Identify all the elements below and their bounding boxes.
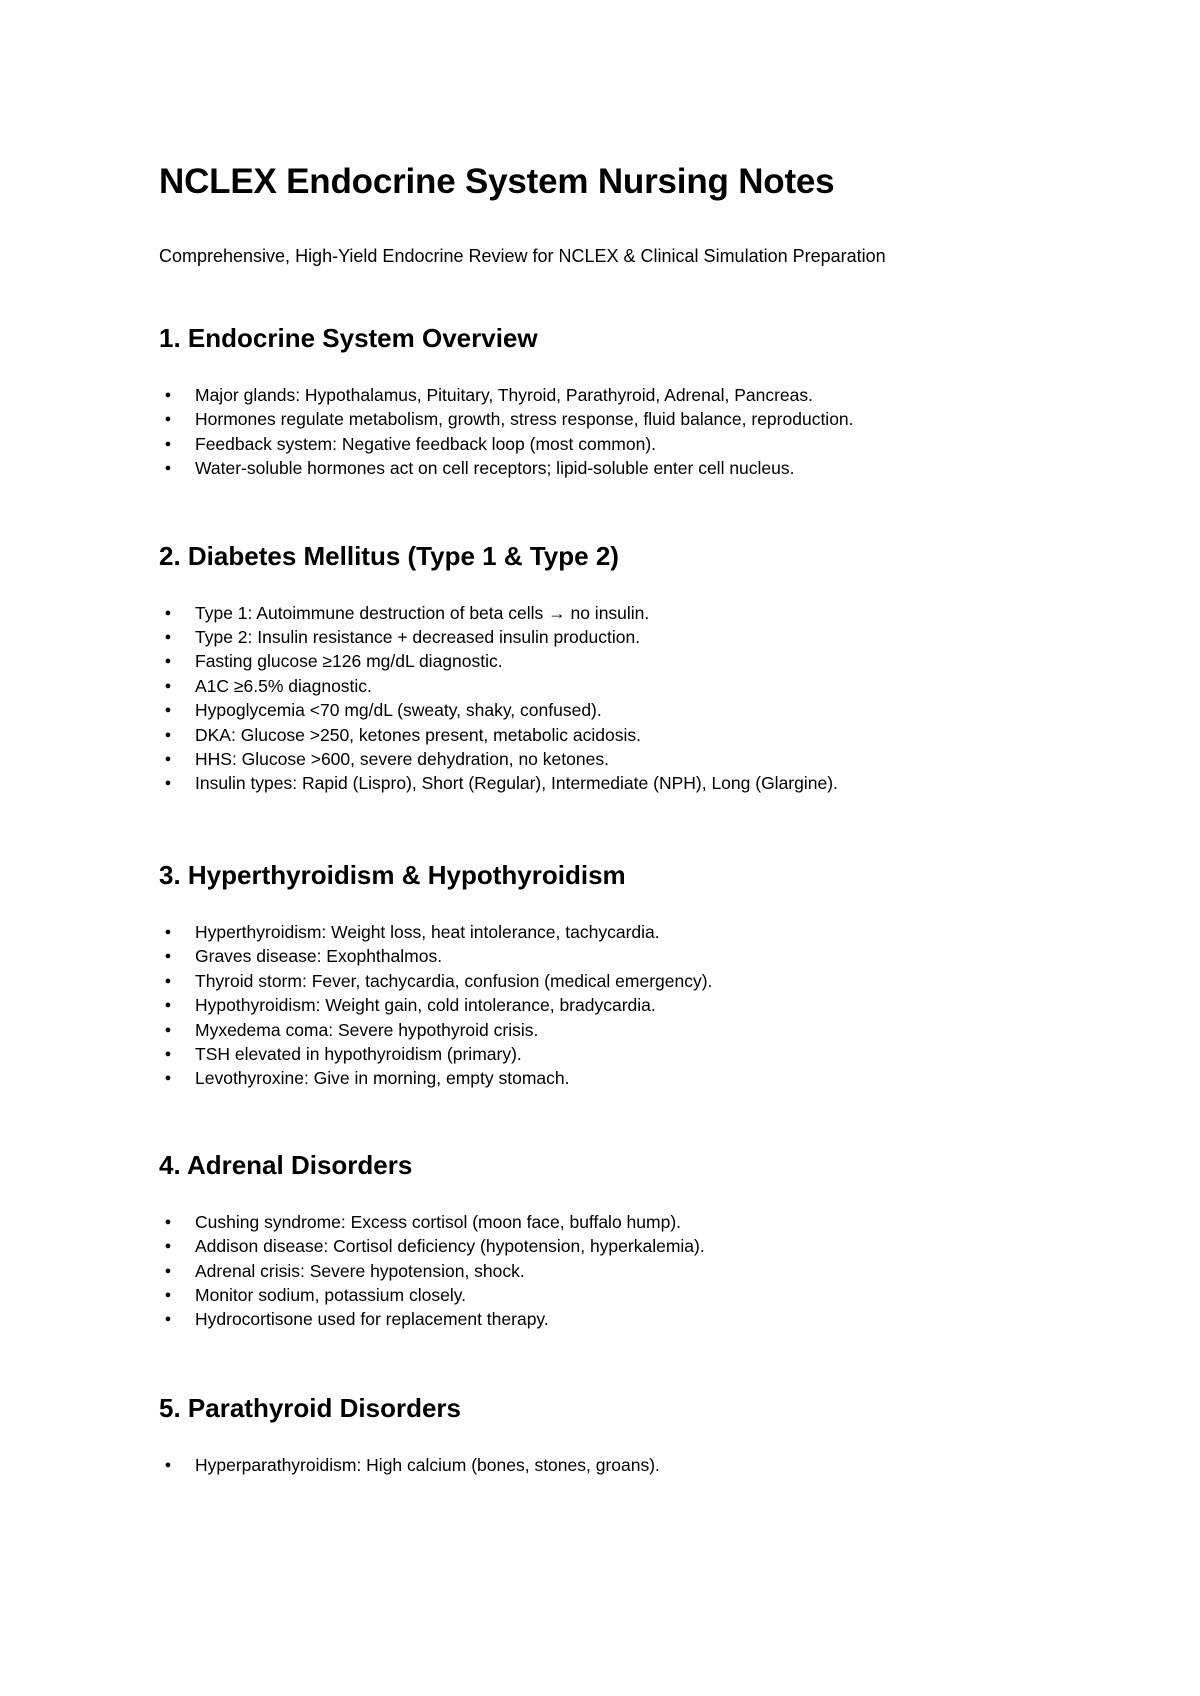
section-heading: 2. Diabetes Mellitus (Type 1 & Type 2) (159, 540, 619, 571)
sections-container (159, 321, 1050, 1477)
list-item (159, 747, 1050, 771)
section-heading: 5. Parathyroid Disorders (159, 1392, 461, 1423)
bullet-icon: ● (164, 728, 172, 741)
list-item-text: Insulin types: Rapid (Lispro), Short (Regular), Intermediate (NPH), Long (Glargine). (195, 773, 838, 794)
bullet-icon: ● (164, 655, 172, 668)
list-item (159, 383, 1050, 407)
list-item-text: Type 2: Insulin resistance + decreased insulin production. (195, 627, 641, 648)
section-3 (159, 858, 1050, 1091)
list-item (159, 625, 1050, 649)
list-item (159, 601, 1050, 625)
bullet-icon: ● (164, 631, 172, 644)
bullet-icon: ● (164, 974, 172, 987)
list-item (159, 723, 1050, 747)
list-item-text: Feedback system: Negative feedback loop (most common). (195, 433, 657, 454)
list-item-text: Hydrocortisone used for replacement therapy. (195, 1309, 549, 1330)
bullet-icon: ● (164, 1023, 172, 1036)
section-1 (159, 321, 1050, 481)
bullet-icon: ● (164, 999, 172, 1012)
list-item (159, 1018, 1050, 1042)
bullet-icon: ● (164, 1288, 172, 1301)
list-item-text: Thyroid storm: Fever, tachycardia, confusion (medical emergency). (195, 970, 713, 991)
list-item-text: Hypothyroidism: Weight gain, cold intolerance, bradycardia. (195, 995, 656, 1016)
bullet-list (159, 1453, 1050, 1477)
section-2 (159, 539, 1050, 796)
list-item-text: Hypoglycemia <70 mg/dL (sweaty, shaky, confused). (195, 700, 602, 721)
list-item (159, 698, 1050, 722)
bullet-icon: ● (164, 753, 172, 766)
bullet-icon: ● (164, 950, 172, 963)
section-4 (159, 1148, 1050, 1332)
list-item-text: TSH elevated in hypothyroidism (primary). (195, 1043, 522, 1064)
list-item-text: Hyperthyroidism: Weight loss, heat intolerance, tachycardia. (195, 921, 660, 942)
list-item (159, 944, 1050, 968)
list-item (159, 771, 1050, 795)
list-item (159, 1307, 1050, 1331)
bullet-icon: ● (164, 1313, 172, 1326)
bullet-icon: ● (164, 413, 172, 426)
list-item (159, 1259, 1050, 1283)
bullet-icon: ● (164, 437, 172, 450)
bullet-list (159, 920, 1050, 1091)
bullet-icon: ● (164, 777, 172, 790)
list-item (159, 1066, 1050, 1090)
list-item (159, 1042, 1050, 1066)
bullet-icon: ● (164, 606, 172, 619)
bullet-icon: ● (164, 1047, 172, 1060)
list-item-text: Myxedema coma: Severe hypothyroid crisis. (195, 1019, 539, 1040)
section-heading: 1. Endocrine System Overview (159, 323, 538, 353)
list-item (159, 1234, 1050, 1258)
list-item (159, 1283, 1050, 1307)
bullet-icon: ● (164, 704, 172, 717)
list-item-text: A1C ≥6.5% diagnostic. (195, 675, 372, 696)
list-item-text: Addison disease: Cortisol deficiency (hypotension, hyperkalemia). (195, 1236, 705, 1257)
list-item (159, 456, 1050, 480)
section-heading: 3. Hyperthyroidism & Hypothyroidism (159, 859, 626, 890)
bullet-icon: ● (164, 1458, 172, 1471)
list-item-text: Fasting glucose ≥126 mg/dL diagnostic. (195, 651, 503, 672)
bullet-list (159, 601, 1050, 796)
list-item-text: Hyperparathyroidism: High calcium (bones, stones, groans). (195, 1454, 660, 1475)
list-item-text: DKA: Glucose >250, ketones present, metabolic acidosis. (195, 724, 642, 745)
list-item (159, 1210, 1050, 1234)
bullet-icon: ● (164, 1072, 172, 1085)
list-item-text: Hormones regulate metabolism, growth, stress response, fluid balance, reproduction. (195, 409, 854, 430)
list-item-text: Major glands: Hypothalamus, Pituitary, Thyroid, Parathyroid, Adrenal, Pancreas. (195, 385, 813, 405)
bullet-icon: ● (164, 1215, 172, 1228)
list-item-text: Levothyroxine: Give in morning, empty stomach. (195, 1068, 570, 1089)
list-item (159, 969, 1050, 993)
bullet-list (159, 383, 1050, 481)
section-5 (159, 1391, 1050, 1477)
bullet-icon: ● (164, 462, 172, 475)
list-item-text: Cushing syndrome: Excess cortisol (moon face, buffalo hump). (195, 1211, 682, 1232)
document-subtitle: Comprehensive, High-Yield Endocrine Review for NCLEX & Clinical Simulation Preparation (159, 246, 886, 266)
bullet-icon: ● (164, 1264, 172, 1277)
section-heading: 4. Adrenal Disorders (159, 1149, 413, 1180)
list-item (159, 674, 1050, 698)
list-item (159, 993, 1050, 1017)
list-item-text: Adrenal crisis: Severe hypotension, shock. (195, 1260, 525, 1281)
list-item-text: Graves disease: Exophthalmos. (195, 946, 443, 967)
list-item (159, 649, 1050, 673)
list-item-text: HHS: Glucose >600, severe dehydration, no ketones. (195, 749, 609, 770)
list-item (159, 407, 1050, 431)
bullet-icon: ● (164, 925, 172, 938)
list-item-text: Monitor sodium, potassium closely. (195, 1284, 467, 1305)
bullet-list (159, 1210, 1050, 1332)
bullet-icon: ● (164, 1240, 172, 1253)
list-item (159, 432, 1050, 456)
bullet-icon: ● (164, 679, 172, 692)
list-item (159, 920, 1050, 944)
list-item (159, 1453, 1050, 1477)
list-item-text: Type 1: Autoimmune destruction of beta cells → no insulin. (195, 602, 650, 623)
list-item-text: Water-soluble hormones act on cell receptors; lipid-soluble enter cell nucleus. (195, 458, 795, 479)
bullet-icon: ● (164, 389, 172, 401)
document-title: NCLEX Endocrine System Nursing Notes (159, 162, 835, 201)
